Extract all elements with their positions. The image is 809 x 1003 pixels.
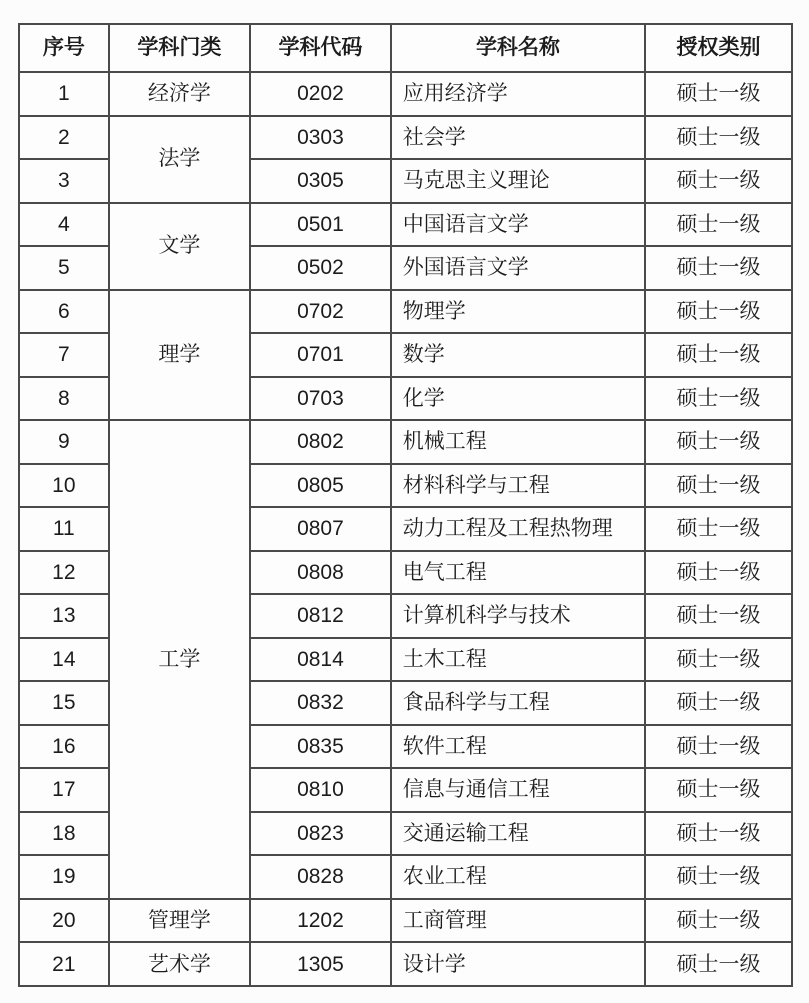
name-cell: 外国语言文学: [391, 246, 645, 290]
row-number-cell: 1: [19, 72, 109, 116]
code-cell: 0305: [250, 159, 391, 203]
header-row: [19, 24, 792, 72]
row-number-cell: 15: [19, 681, 109, 725]
category-cell: 文学: [109, 203, 250, 290]
name-cell: 电气工程: [391, 551, 645, 595]
code-cell: 0502: [250, 246, 391, 290]
category-cell: 艺术学: [109, 942, 250, 986]
name-cell: 设计学: [391, 942, 645, 986]
category-cell: 管理学: [109, 899, 250, 943]
name-cell: 社会学: [391, 116, 645, 160]
header-code: 学科代码: [250, 24, 391, 72]
code-cell: 0835: [250, 725, 391, 769]
code-cell: 0805: [250, 464, 391, 508]
row-number-cell: 11: [19, 507, 109, 551]
auth-cell: 硕士一级: [645, 377, 792, 421]
name-cell: 软件工程: [391, 725, 645, 769]
name-cell: 计算机科学与技术: [391, 594, 645, 638]
code-cell: 0501: [250, 203, 391, 247]
row-number-cell: 3: [19, 159, 109, 203]
code-cell: 0303: [250, 116, 391, 160]
name-cell: 农业工程: [391, 855, 645, 899]
code-cell: 0832: [250, 681, 391, 725]
auth-cell: 硕士一级: [645, 551, 792, 595]
name-cell: 食品科学与工程: [391, 681, 645, 725]
code-cell: 0701: [250, 333, 391, 377]
auth-cell: 硕士一级: [645, 72, 792, 116]
category-cell: 理学: [109, 290, 250, 421]
auth-cell: 硕士一级: [645, 812, 792, 856]
auth-cell: 硕士一级: [645, 246, 792, 290]
auth-cell: 硕士一级: [645, 159, 792, 203]
category-cell: 法学: [109, 116, 250, 203]
row-number-cell: 16: [19, 725, 109, 769]
table-body: [19, 72, 792, 986]
table-row: [19, 72, 792, 116]
row-number-cell: 13: [19, 594, 109, 638]
auth-cell: 硕士一级: [645, 768, 792, 812]
auth-cell: 硕士一级: [645, 203, 792, 247]
row-number-cell: 12: [19, 551, 109, 595]
code-cell: 0202: [250, 72, 391, 116]
row-number-cell: 17: [19, 768, 109, 812]
table-row: [19, 899, 792, 943]
auth-cell: 硕士一级: [645, 290, 792, 334]
name-cell: 物理学: [391, 290, 645, 334]
table-row: [19, 420, 792, 464]
auth-cell: 硕士一级: [645, 116, 792, 160]
name-cell: 马克思主义理论: [391, 159, 645, 203]
code-cell: 0828: [250, 855, 391, 899]
table-row: [19, 290, 792, 334]
name-cell: 信息与通信工程: [391, 768, 645, 812]
auth-cell: 硕士一级: [645, 464, 792, 508]
auth-cell: 硕士一级: [645, 333, 792, 377]
code-cell: 0703: [250, 377, 391, 421]
row-number-cell: 7: [19, 333, 109, 377]
auth-cell: 硕士一级: [645, 638, 792, 682]
row-number-cell: 21: [19, 942, 109, 986]
name-cell: 工商管理: [391, 899, 645, 943]
auth-cell: 硕士一级: [645, 942, 792, 986]
name-cell: 应用经济学: [391, 72, 645, 116]
table-row: [19, 116, 792, 160]
row-number-cell: 9: [19, 420, 109, 464]
name-cell: 动力工程及工程热物理: [391, 507, 645, 551]
name-cell: 机械工程: [391, 420, 645, 464]
name-cell: 化学: [391, 377, 645, 421]
table-row: [19, 942, 792, 986]
code-cell: 0807: [250, 507, 391, 551]
row-number-cell: 6: [19, 290, 109, 334]
code-cell: 0810: [250, 768, 391, 812]
category-cell: 经济学: [109, 72, 250, 116]
row-number-cell: 10: [19, 464, 109, 508]
code-cell: 0702: [250, 290, 391, 334]
name-cell: 数学: [391, 333, 645, 377]
auth-cell: 硕士一级: [645, 681, 792, 725]
row-number-cell: 2: [19, 116, 109, 160]
code-cell: 0808: [250, 551, 391, 595]
header-auth: 授权类别: [645, 24, 792, 72]
table-row: [19, 203, 792, 247]
row-number-cell: 5: [19, 246, 109, 290]
code-cell: 1305: [250, 942, 391, 986]
row-number-cell: 19: [19, 855, 109, 899]
code-cell: 0814: [250, 638, 391, 682]
header-no: 序号: [19, 24, 109, 72]
auth-cell: 硕士一级: [645, 855, 792, 899]
row-number-cell: 14: [19, 638, 109, 682]
code-cell: 0823: [250, 812, 391, 856]
subjects-table: [18, 23, 793, 987]
row-number-cell: 8: [19, 377, 109, 421]
header-category: 学科门类: [109, 24, 250, 72]
auth-cell: 硕士一级: [645, 420, 792, 464]
category-cell: 工学: [109, 420, 250, 899]
auth-cell: 硕士一级: [645, 594, 792, 638]
name-cell: 土木工程: [391, 638, 645, 682]
auth-cell: 硕士一级: [645, 725, 792, 769]
code-cell: 0802: [250, 420, 391, 464]
row-number-cell: 4: [19, 203, 109, 247]
name-cell: 中国语言文学: [391, 203, 645, 247]
name-cell: 交通运输工程: [391, 812, 645, 856]
row-number-cell: 18: [19, 812, 109, 856]
code-cell: 1202: [250, 899, 391, 943]
code-cell: 0812: [250, 594, 391, 638]
row-number-cell: 20: [19, 899, 109, 943]
name-cell: 材料科学与工程: [391, 464, 645, 508]
auth-cell: 硕士一级: [645, 899, 792, 943]
header-name: 学科名称: [391, 24, 645, 72]
auth-cell: 硕士一级: [645, 507, 792, 551]
